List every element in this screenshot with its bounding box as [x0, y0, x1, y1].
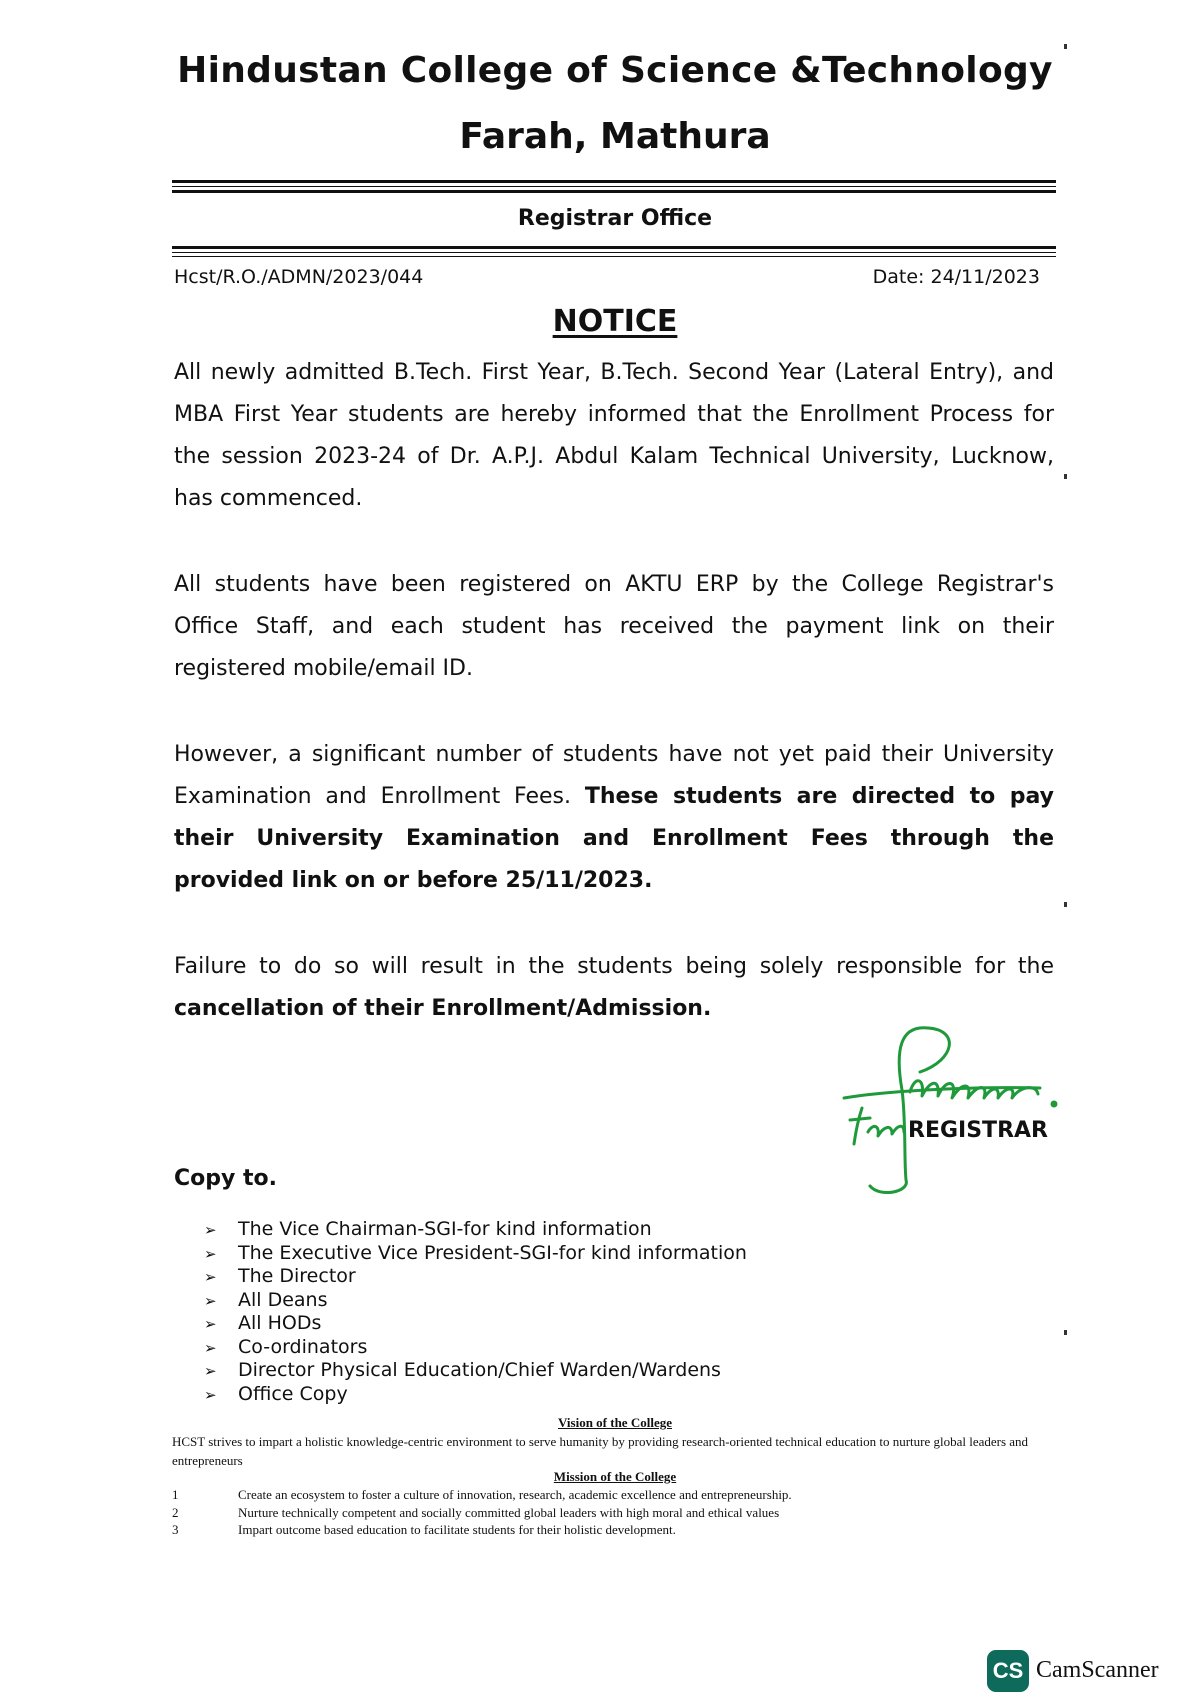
mission-item-text: Nurture technically competent and socially committed global leaders with high moral and ethical values	[238, 1504, 780, 1520]
arrow-bullet-icon: ➢	[204, 1268, 217, 1286]
arrow-bullet-icon: ➢	[204, 1221, 217, 1239]
paragraph-fees-text: However, a significant number of students have not yet paid their University Examination and Enrollment Fees.	[174, 742, 1054, 809]
paragraph-failure-text: Failure to do so will result in the students being solely responsible for the	[174, 954, 1054, 979]
arrow-bullet-icon: ➢	[204, 1291, 217, 1310]
copy-to-item-text: All HODs	[238, 1312, 322, 1334]
mission-item-text: Create an ecosystem to foster a culture of innovation, research, academic excellence and entrepreneurship.	[238, 1487, 792, 1502]
signature-for-stroke	[850, 1108, 904, 1144]
header-rule-top-thin	[172, 186, 1056, 187]
paragraph-registration	[174, 564, 1054, 690]
copy-to-item	[204, 1336, 747, 1360]
paragraph-enrollment-text: All newly admitted B.Tech. First Year, B.Tech. Second Year (Lateral Entry), and MBA First Year students are hereby informed that the Enrollment Process for the session 2023-24 of Dr. A.P.J. Abdul Kalam Technical University, Lucknow, has commenced.	[174, 360, 1054, 511]
arrow-bullet-icon: ➢	[204, 1315, 217, 1333]
copy-to-heading: Copy to.	[174, 1166, 277, 1191]
camscanner-logo-icon: CS	[987, 1650, 1029, 1692]
signature-loop-stroke	[870, 1028, 928, 1193]
mission-item-number: 3	[172, 1522, 179, 1537]
office-rule-thin	[172, 252, 1056, 253]
registrar-signature-icon	[840, 1020, 1080, 1200]
mission-item	[172, 1486, 792, 1504]
signature-hook-stroke	[920, 1028, 949, 1072]
copy-to-item-text: All Deans	[238, 1288, 328, 1311]
vision-text: HCST strives to impart a holistic knowledge-centric environment to serve humanity by providing research-oriented technical education to nurture global leaders and entrepreneurs	[172, 1434, 1029, 1468]
copy-to-item-text: Co-ordinators	[238, 1335, 368, 1358]
scan-speck	[1064, 474, 1067, 479]
copy-to-item-text: The Executive Vice President-SGI-for kind information	[238, 1241, 747, 1264]
scan-speck	[1064, 44, 1067, 49]
copy-to-item	[204, 1359, 747, 1383]
copy-to-item-text: Director Physical Education/Chief Warden/Wardens	[238, 1359, 721, 1381]
mission-item	[172, 1521, 792, 1539]
mission-heading: Mission of the College	[553, 1469, 677, 1484]
college-name: Hindustan College of Science &Technology	[177, 50, 1053, 91]
mission-item-text: Impart outcome based education to facilitate students for their holistic development.	[238, 1522, 676, 1537]
college-location: Farah, Mathura	[459, 116, 771, 157]
mission-item-number: 2	[172, 1504, 179, 1520]
arrow-bullet-icon: ➢	[204, 1338, 217, 1357]
copy-to-list	[204, 1218, 747, 1406]
copy-to-item	[204, 1218, 747, 1242]
header-rule-top-thick-2	[172, 190, 1056, 193]
scan-speck	[1064, 1330, 1067, 1335]
mission-list	[172, 1486, 792, 1539]
office-rule-thin-2	[172, 256, 1056, 257]
copy-to-item	[204, 1383, 747, 1407]
mission-item-number: 1	[172, 1487, 179, 1502]
arrow-bullet-icon: ➢	[204, 1362, 217, 1380]
scan-speck	[1064, 902, 1067, 907]
copy-to-item-text: Office Copy	[238, 1382, 348, 1405]
notice-title: NOTICE	[552, 304, 678, 339]
camscanner-name: CamScanner	[1036, 1657, 1159, 1683]
paragraph-failure-warning: cancellation of their Enrollment/Admission.	[174, 996, 712, 1021]
header-rule-top-thick	[172, 180, 1056, 183]
copy-to-item	[204, 1265, 747, 1289]
paragraph-enrollment	[174, 352, 1054, 520]
copy-to-item	[204, 1289, 747, 1313]
reference-number: Hcst/R.O./ADMN/2023/044	[174, 266, 424, 288]
mission-item	[172, 1504, 792, 1522]
copy-to-item-text: The Director	[238, 1265, 356, 1287]
arrow-bullet-icon: ➢	[204, 1385, 217, 1404]
office-rule-thick	[172, 246, 1056, 249]
copy-to-item	[204, 1242, 747, 1266]
paragraph-fees	[174, 734, 1054, 902]
vision-heading: Vision of the College	[558, 1415, 672, 1430]
paragraph-failure	[174, 946, 1054, 1030]
office-name: Registrar Office	[517, 206, 713, 231]
signature-dot	[1052, 1102, 1056, 1106]
paragraph-fees-directive: These students are directed to pay their University Examination and Enrollment Fees through the provided link on or before 25/11/2023.	[174, 784, 1054, 893]
notice-date: Date: 24/11/2023	[872, 266, 1040, 288]
paragraph-registration-text: All students have been registered on AKTU ERP by the College Registrar's Office Staff, and each student has received the payment link on their registered mobile/email ID.	[174, 572, 1054, 681]
copy-to-item-text: The Vice Chairman-SGI-for kind information	[238, 1218, 652, 1240]
arrow-bullet-icon: ➢	[204, 1244, 217, 1263]
copy-to-item	[204, 1312, 747, 1336]
registrar-label: REGISTRAR	[908, 1118, 1048, 1143]
